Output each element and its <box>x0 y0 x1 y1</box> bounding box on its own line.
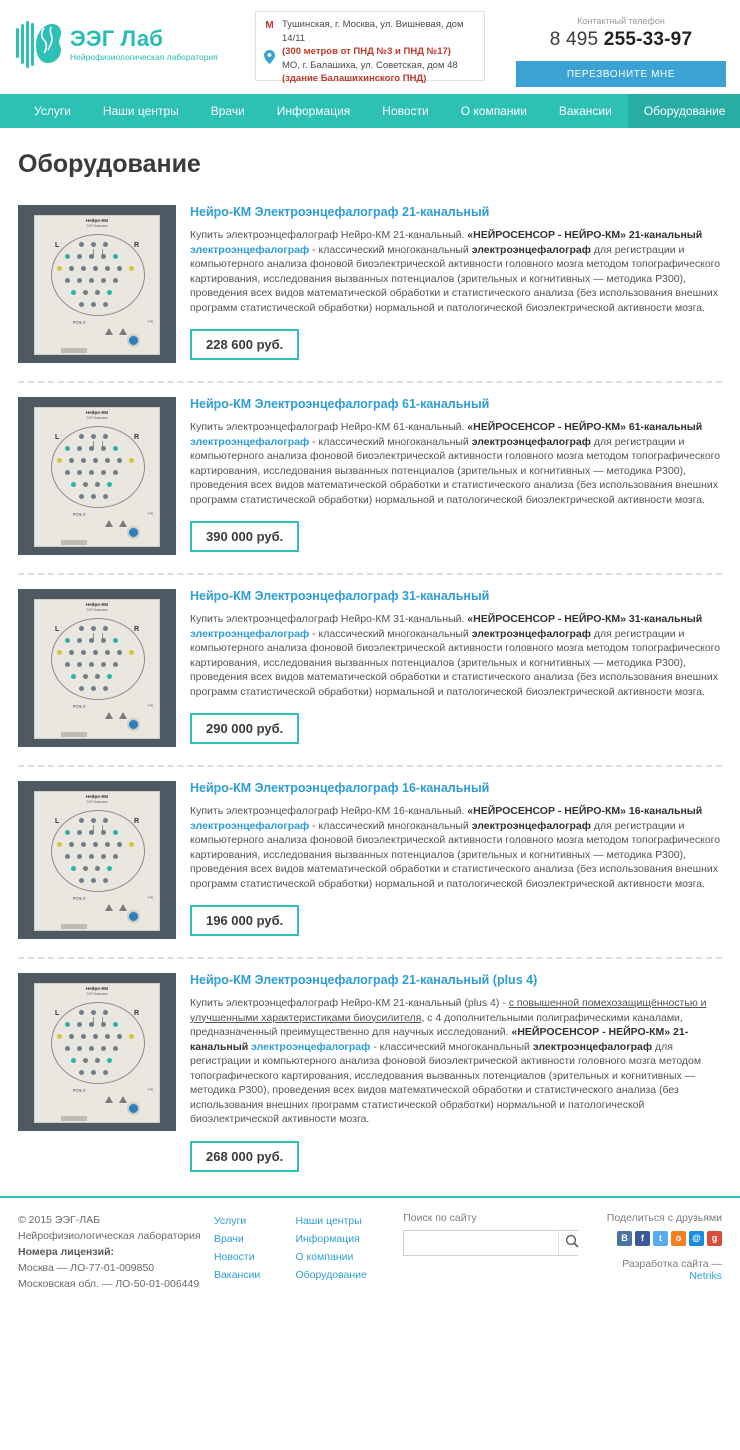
developer-prefix: Разработка сайта — <box>622 1257 723 1270</box>
footer-copyright: © 2015 ЭЭГ-ЛАБ <box>18 1213 100 1226</box>
power-button <box>127 910 140 923</box>
product-image[interactable] <box>18 205 176 363</box>
product-title[interactable]: Нейро-КМ Электроэнцефалограф 16-канальный <box>190 781 490 795</box>
label-left: L <box>55 242 60 249</box>
logo[interactable] <box>14 20 218 70</box>
label-right: R <box>133 626 139 633</box>
developer-link[interactable]: Netriks <box>689 1269 723 1282</box>
footer-links-column-2 <box>295 1212 403 1292</box>
device-illustration <box>34 599 160 739</box>
phone-prefix: 8 495 <box>549 29 604 50</box>
device-illustration <box>34 791 160 931</box>
device-port-label: PS <box>148 896 153 900</box>
nav-item-o-kompanii[interactable]: О компании <box>460 104 527 118</box>
vk-icon[interactable]: В <box>617 1231 632 1246</box>
product-price: 196 000 руб. <box>190 905 299 936</box>
footer-link-informaciya[interactable]: Информация <box>295 1232 360 1245</box>
social-label: Поделиться с друзьями <box>606 1211 723 1224</box>
label-right: R <box>133 818 139 825</box>
footer-company-info <box>18 1212 214 1292</box>
product-item <box>18 201 722 383</box>
label-right: R <box>133 434 139 441</box>
mailru-icon[interactable]: @ <box>689 1231 704 1246</box>
product-title[interactable]: Нейро-КМ Электроэнцефалограф 21-канальный (plus 4) <box>190 973 538 987</box>
search-label: Поиск по сайту <box>403 1211 477 1224</box>
nav-item-vakansii[interactable]: Вакансии <box>558 104 612 118</box>
product-price: 390 000 руб. <box>190 521 299 552</box>
contact-label: Контактный телефон <box>577 16 665 26</box>
product-image[interactable] <box>18 973 176 1131</box>
product-price: 268 000 руб. <box>190 1141 299 1172</box>
power-button <box>127 1102 140 1115</box>
footer-link-nashi-centry[interactable]: Наши центры <box>295 1214 362 1227</box>
power-button <box>127 718 140 731</box>
search-row <box>403 1230 578 1256</box>
search-button[interactable] <box>558 1231 585 1255</box>
poly-label: POLY <box>73 1088 86 1093</box>
footer-social <box>589 1212 722 1292</box>
device-label: Нейро-КМ ЭЭГ Комплекс <box>85 794 108 804</box>
product-item <box>18 575 722 767</box>
product-description: Купить электроэнцефалограф Нейро-КМ 16-канальный. «НЕЙРОСЕНСОР - НЕЙРО-КМ» 16-канальный электроэнцефалограф - классический многоканальный электроэнцефалограф для регистрации и компьютерного анализа фоновой биоэлектрической активности головного мозга методом топографического картирования, исследования вызванных потенциалов (зрительных и когнитивных — методика Р300), проведения всех видов математической обработки и статистического анализа (без использования внешних программ статистической обработки) нормальной и патологической биоэлектрической активности мозга. <box>190 805 721 890</box>
product-list <box>18 201 722 1190</box>
facebook-icon[interactable]: f <box>635 1231 650 1246</box>
device-port-label: PS <box>148 512 153 516</box>
search-input[interactable] <box>404 1231 558 1255</box>
product-item <box>18 959 722 1190</box>
product-description: Купить электроэнцефалограф Нейро-КМ 21-канальный. «НЕЙРОСЕНСОР - НЕЙРО-КМ» 21-канальный электроэнцефалограф - классический многоканальный электроэнцефалограф для регистрации и компьютерного анализа фоновой биоэлектрической активности головного мозга методом топографического картирования, исследования вызванных потенциалов (зрительных и когнитивных — методика Р300), проведения всех видов математической обработки и статистического анализа (без использования внешних программ статистической обработки) нормальной и патологической биоэлектрической активности мозга. <box>190 229 721 314</box>
nav-item-novosti[interactable]: Новости <box>382 104 429 118</box>
poly-label: POLY <box>73 896 86 901</box>
head-outline <box>51 618 145 700</box>
device-label: Нейро-КМ ЭЭГ Комплекс <box>85 602 108 612</box>
product-item <box>18 383 722 575</box>
footer-link-oborudovanie[interactable]: Оборудование <box>295 1268 367 1281</box>
device-port-label: PS <box>148 704 153 708</box>
address-line-4: (здание Балашихинского ПНД) <box>282 73 427 84</box>
footer-license-region: Московская обл. — ЛО-50-01-006449 <box>18 1277 200 1290</box>
product-body <box>190 205 722 363</box>
logo-text <box>70 28 218 62</box>
label-left: L <box>55 434 60 441</box>
address-box <box>255 11 485 84</box>
odnoklassniki-icon[interactable]: о <box>671 1231 686 1246</box>
label-right: R <box>133 1010 139 1017</box>
contact-block <box>516 16 726 87</box>
nav-item-uslugi[interactable]: Услуги <box>34 104 71 118</box>
product-image[interactable] <box>18 589 176 747</box>
power-button <box>127 526 140 539</box>
social-icons-row <box>589 1231 722 1246</box>
footer-org: Нейрофизиологическая лаборатория <box>18 1229 201 1242</box>
label-right: R <box>133 242 139 249</box>
map-pin-icon <box>264 50 275 64</box>
device-illustration <box>34 983 160 1123</box>
footer-licenses-title: Номера лицензий: <box>18 1245 115 1258</box>
search-icon <box>565 1234 579 1251</box>
product-body <box>190 397 722 555</box>
product-description: Купить электроэнцефалограф Нейро-КМ 61-канальный. «НЕЙРОСЕНСОР - НЕЙРО-КМ» 61-канальный электроэнцефалограф - классический многоканальный электроэнцефалограф для регистрации и компьютерного анализа фоновой биоэлектрической активности головного мозга методом топографического картирования, исследования вызванных потенциалов (зрительных и когнитивных — методика Р300), проведения всех видов математической обработки и статистического анализа (без использования внешних программ статистической обработки) нормальной и патологической биоэлектрической активности мозга. <box>190 421 721 506</box>
product-price: 228 600 руб. <box>190 329 299 360</box>
site-header <box>0 0 740 94</box>
power-button <box>127 334 140 347</box>
developer-credit <box>589 1258 722 1282</box>
logo-title: ЭЭГ Лаб <box>70 26 164 51</box>
main-content <box>0 128 740 1190</box>
nav-item-vrachi[interactable]: Врачи <box>210 104 245 118</box>
label-left: L <box>55 818 60 825</box>
page-title: Оборудование <box>18 150 201 178</box>
product-title[interactable]: Нейро-КМ Электроэнцефалограф 21-канальный <box>190 205 490 219</box>
product-title[interactable]: Нейро-КМ Электроэнцефалограф 31-канальный <box>190 589 490 603</box>
google-plus-icon[interactable]: g <box>707 1231 722 1246</box>
nav-item-nashi-centry[interactable]: Наши центры <box>102 104 179 118</box>
device-port-label: PS <box>148 1088 153 1092</box>
phone-number[interactable] <box>516 29 726 51</box>
footer-link-novosti[interactable]: Новости <box>213 1250 255 1263</box>
head-outline <box>51 234 145 316</box>
product-title[interactable]: Нейро-КМ Электроэнцефалограф 61-канальный <box>190 397 490 411</box>
head-outline <box>51 426 145 508</box>
address-line-3: МО, г. Балашиха, ул. Советская, дом 48 <box>282 59 458 71</box>
product-description: Купить электроэнцефалограф Нейро-КМ 21-канальный (plus 4) - с повышенной помехозащищённостью и улучшенными характеристиками биоусилителя, с 4 дополнительными полиграфическими каналами, предназначенный преимущественно для научных исследований. «НЕЙРОСЕНСОР - НЕЙРО-КМ» 21-канальный электроэнцефалограф - классический многоканальный электроэнцефалограф для регистрации и компьютерного анализа фоновой биоэлектрической активности головного мозга методом топографического картирования, исследования вызванных потенциалов (зрительных и когнитивных — методика Р300), проведения всех видов математической обработки и статистического анализа (без использования внешних программ статистической обработки) нормальной и патологической биоэлектрической активности мозга. <box>190 997 707 1125</box>
product-image[interactable] <box>18 397 176 555</box>
metro-m-icon: M <box>265 20 274 31</box>
footer-link-uslugi[interactable]: Услуги <box>213 1214 247 1227</box>
device-label: Нейро-КМ ЭЭГ Комплекс <box>85 218 108 228</box>
product-body <box>190 973 722 1172</box>
product-item <box>18 767 722 959</box>
label-left: L <box>55 1010 60 1017</box>
footer-link-o-kompanii[interactable]: О компании <box>295 1250 354 1263</box>
device-label: Нейро-КМ ЭЭГ Комплекс <box>85 986 108 996</box>
address-line-1: Тушинская, г. Москва, ул. Вишневая, дом 14/11 <box>282 19 464 44</box>
poly-label: POLY <box>73 512 86 517</box>
label-left: L <box>55 626 60 633</box>
device-port-label: PS <box>148 320 153 324</box>
footer-link-vrachi[interactable]: Врачи <box>213 1232 244 1245</box>
head-outline <box>51 1002 145 1084</box>
device-illustration <box>34 215 160 355</box>
brain-icon <box>14 20 62 70</box>
address-line-2: (300 метров от ПНД №3 и ПНД №17) <box>282 46 451 57</box>
footer-link-vakansii[interactable]: Вакансии <box>213 1268 261 1281</box>
logo-subtitle: Нейрофизиологическая лаборатория <box>70 52 218 62</box>
device-illustration <box>34 407 160 547</box>
product-description: Купить электроэнцефалограф Нейро-КМ 31-канальный. «НЕЙРОСЕНСОР - НЕЙРО-КМ» 31-канальный электроэнцефалограф - классический многоканальный электроэнцефалограф для регистрации и компьютерного анализа фоновой биоэлектрической активности головного мозга методом топографического картирования, исследования вызванных потенциалов (зрительных и когнитивных — методика Р300), проведения всех видов математической обработки и статистического анализа (без использования внешних программ статистической обработки) нормальной и патологической биоэлектрической активности мозга. <box>190 613 721 698</box>
twitter-icon[interactable]: t <box>653 1231 668 1246</box>
poly-label: POLY <box>73 704 86 709</box>
nav-item-informaciya[interactable]: Информация <box>276 104 351 118</box>
callback-button[interactable]: ПЕРЕЗВОНИТЕ МНЕ <box>516 61 726 87</box>
device-label: Нейро-КМ ЭЭГ Комплекс <box>85 410 108 420</box>
footer-search <box>403 1212 589 1292</box>
product-body <box>190 589 722 747</box>
product-image[interactable] <box>18 781 176 939</box>
product-price: 290 000 руб. <box>190 713 299 744</box>
nav-item-oborudovanie[interactable]: Оборудование <box>628 94 740 128</box>
footer-license-moscow: Москва — ЛО-77-01-009850 <box>18 1261 155 1274</box>
product-body <box>190 781 722 939</box>
head-outline <box>51 810 145 892</box>
footer-links-column-1 <box>214 1212 287 1292</box>
site-footer <box>0 1196 740 1312</box>
main-navigation <box>0 94 740 128</box>
phone-main: 255-33-97 <box>603 29 693 50</box>
poly-label: POLY <box>73 320 86 325</box>
